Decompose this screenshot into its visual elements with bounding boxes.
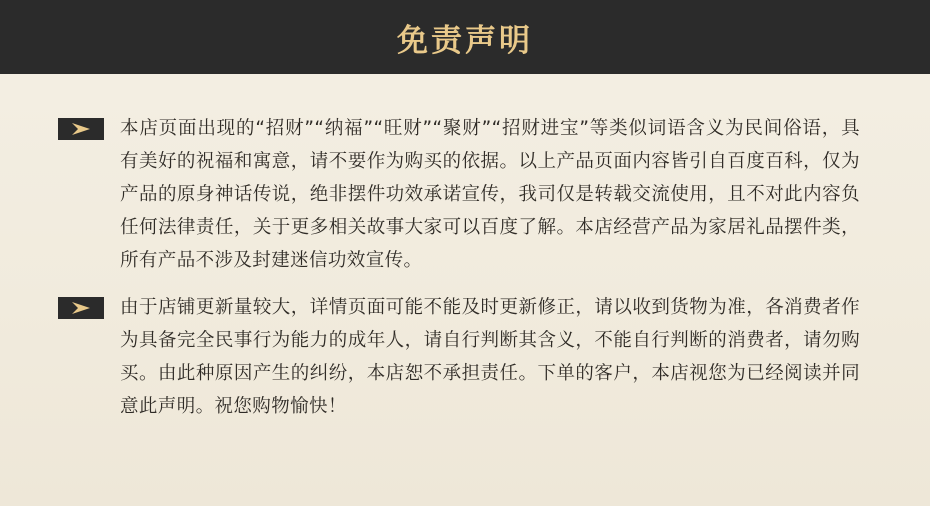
- disclaimer-paragraph: [58, 112, 860, 277]
- paragraph-text: 由于店铺更新量较大，详情页面可能不能及时更新修正，请以收到货物为准，各消费者作为具备完全民事行为能力的成年人，请自行判断其含义，不能自行判断的消费者，请勿购买。由此种原因产生的纠纷，本店恕不承担责任。下单的客户，本店视您为已经阅读并同意此声明。祝您购物愉快！: [120, 297, 860, 417]
- arrow-bullet-icon: [58, 297, 104, 319]
- header-bar: [0, 0, 930, 74]
- disclaimer-content: [0, 74, 930, 423]
- paragraph-text: 本店页面出现的“招财”“纳福”“旺财”“聚财”“招财进宝”等类似词语含义为民间俗语，具有美好的祝福和寓意，请不要作为购买的依据。以上产品页面内容皆引自百度百科，仅为产品的原身神话传说，绝非摆件功效承诺宣传，我司仅是转载交流使用，且不对此内容负任何法律责任，关于更多相关故事大家可以百度了解。本店经营产品为家居礼品摆件类，所有产品不涉及封建迷信功效宣传。: [120, 118, 860, 271]
- arrow-bullet-icon: [58, 118, 104, 140]
- page-title: 免责声明: [397, 22, 533, 59]
- disclaimer-paragraph: [58, 291, 860, 423]
